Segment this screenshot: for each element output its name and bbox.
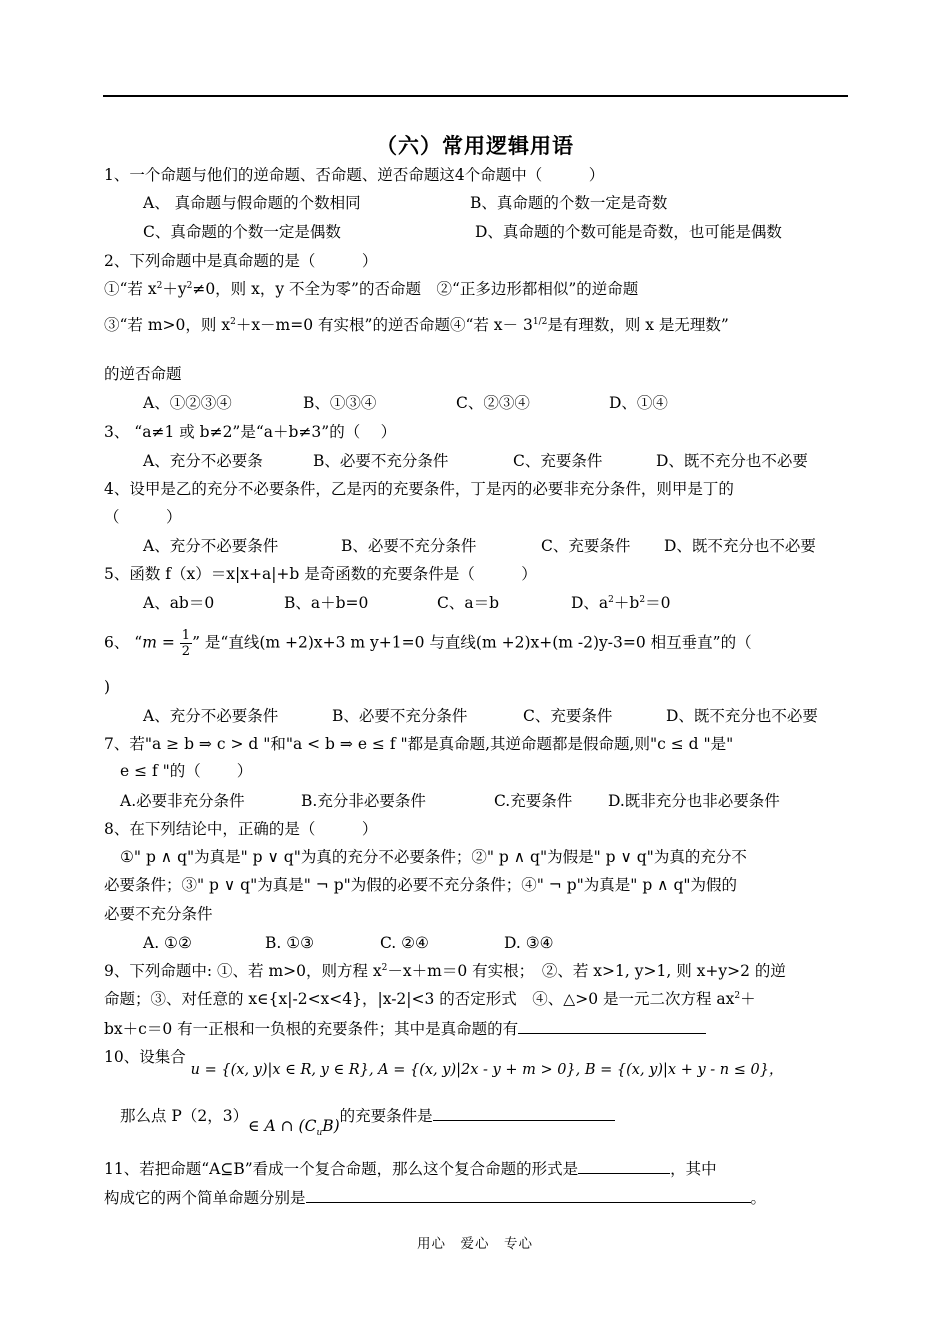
q10-line2: 那么点 P（2，3）∈ A ∩ $(C_uB)$的充要条件是 <box>120 1104 848 1127</box>
q7-line1: 7、若"a ≥ b ⇒ c > d "和"a < b ⇒ e ≤ f "都是真命题,其逆命题都是假命题,则"c ≤ d "是" <box>104 735 734 753</box>
q7-option-b: B.充分非必要条件 <box>301 792 426 810</box>
q3-options <box>143 450 848 472</box>
q7-option-d: D.既非充分也非必要条件 <box>608 792 780 810</box>
q5-option-d: D、$a^2+b^2=0$ <box>571 594 671 612</box>
q10-answer-blank[interactable] <box>433 1104 615 1121</box>
q3-option-b: B、必要不充分条件 <box>313 452 449 470</box>
q11-answer-blank-1[interactable] <box>578 1157 670 1174</box>
q4-option-a: A、充分不必要条件 <box>143 537 279 555</box>
q6-options <box>143 705 848 727</box>
q11-line1: 11、若把命题“A⊆B”看成一个复合命题，那么这个复合命题的形式是 ，其中 <box>104 1157 848 1180</box>
q7-option-c: C.充要条件 <box>494 792 573 810</box>
q3-option-d: D、既不充分也不必要 <box>656 452 808 470</box>
q6-option-a: A、充分不必要条件 <box>143 707 279 725</box>
q10-set-definitions: u = {(x, y)|x ∈ R, y ∈ R}, A = {(x, y)|2x - y + m > 0}, B = {(x, y)|x + y - n ≤ 0}， <box>190 1062 784 1078</box>
q7-option-a: A.必要非充分条件 <box>120 792 245 810</box>
q8-option-c: C. ②④ <box>380 934 429 952</box>
q4-options <box>143 535 848 557</box>
q10-condition-math: ∈ A ∩ $(C_uB)$ <box>248 1117 340 1139</box>
q6-stem: 6、 “m = $\frac{1}{2}$ ” 是“直线(m +2)x+3 m y+1=0 与直线(m +2)x+(m -2)y-3=0 相互垂直”的（ <box>104 628 752 659</box>
q4-stem: 4、设甲是乙的充分不必要条件，乙是丙的充要条件，丁是丙的必要非充分条件，则甲是丁的 <box>104 480 734 498</box>
q4-option-d: D、既不充分也不必要 <box>664 537 816 555</box>
q2-options <box>143 392 848 414</box>
q2-line1: ①“若 $x^2+y^2\ne 0$，则 x，y 不全为零”的否命题 ②“正多边形都相似”的逆命题 <box>104 280 639 298</box>
q11-line2: 构成它的两个简单命题分别是 。 <box>104 1186 848 1209</box>
q8-line1: ①" p ∧ q"为真是" p ∨ q"为真的充分不必要条件；②" p ∧ q"为假是" p ∨ q"为真的充分不 <box>120 848 747 866</box>
q11-answer-blank-2[interactable] <box>306 1186 751 1203</box>
page-footer: 用心 爱心 专心 <box>417 1236 533 1252</box>
q8-stem: 8、在下列结论中，正确的是（ ） <box>104 820 378 838</box>
q5-options <box>143 592 848 614</box>
q2-option-b: B、①③④ <box>303 394 377 412</box>
q1-options-row1 <box>143 192 848 214</box>
q2-option-a: A、①②③④ <box>143 394 232 412</box>
q5-stem: 5、函数 f（x）＝x|x+a|+b 是奇函数的充要条件是（ ） <box>104 565 537 583</box>
q3-option-a: A、充分不必要条 <box>143 452 263 470</box>
q10-line1: 10、设集合 u = {(x, y)|x ∈ R, y ∈ R}, A = {(x, y)|2x - y + m > 0}, B = {(x, y)|x + y - n ≤ 0}， <box>104 1048 784 1078</box>
q5-option-a: A、ab＝0 <box>143 594 215 612</box>
q8-line2: 必要条件；③" p ∨ q"为真是" ¬ p"为假的必要不充分条件；④" ¬ p"为真是" p ∧ q"为假的 <box>104 876 738 894</box>
q2-option-c: C、②③④ <box>456 394 530 412</box>
q8-option-d: D. ③④ <box>504 934 554 952</box>
q8-option-b: B. ①③ <box>265 934 315 952</box>
page-title: （六）常用逻辑用语 <box>376 134 574 158</box>
q7-options <box>120 790 848 812</box>
q4-option-b: B、必要不充分条件 <box>341 537 477 555</box>
q5-option-b: B、a＋b=0 <box>284 594 369 612</box>
q9-line3: bx＋c＝0 有一正根和一负根的充要条件；其中是真命题的有 <box>104 1017 848 1040</box>
q4-paren: （ ） <box>104 508 182 526</box>
q3-option-c: C、充要条件 <box>513 452 603 470</box>
q7-line2: e ≤ f "的（ ） <box>120 762 253 780</box>
q6-close: ) <box>104 678 111 696</box>
q2-line3: 的逆否命题 <box>104 365 182 383</box>
q1-option-a: A、 真命题与假命题的个数相同 <box>143 194 361 212</box>
q6-option-c: C、充要条件 <box>523 707 613 725</box>
q1-option-d: D、真命题的个数可能是奇数，也可能是偶数 <box>475 223 782 241</box>
q1-option-b: B、真命题的个数一定是奇数 <box>470 194 668 212</box>
q6-option-d: D、既不充分也不必要 <box>666 707 818 725</box>
q8-options <box>143 932 848 954</box>
q2-option-d: D、①④ <box>609 394 668 412</box>
q2-line2: ③“若 m>0，则 $x^2+x-m=0$ 有实根”的逆否命题④“若 $x- 3^{1/2}$是有理数，则 x 是无理数” <box>104 316 729 334</box>
q8-line3: 必要不充分条件 <box>104 905 213 923</box>
q9-line2: 命题；③、对任意的 x∈{x|-2<x<4}，|x-2|<3 的否定形式 ④、△>0 是一元二次方程 $ax^2+$ <box>104 990 756 1008</box>
q9-line1: 9、下列命题中: ①、若 m>0，则方程 $x^2-x+m=0$ 有实根； ②、若 x>1, y>1, 则 x+y>2 的逆 <box>104 962 786 980</box>
q9-answer-blank[interactable] <box>518 1017 706 1034</box>
q8-option-a: A. ①② <box>143 934 192 952</box>
header-rule <box>103 95 848 97</box>
q1-options-row2 <box>143 221 848 243</box>
q4-option-c: C、充要条件 <box>541 537 631 555</box>
q6-option-b: B、必要不充分条件 <box>332 707 468 725</box>
q1-option-c: C、真命题的个数一定是偶数 <box>143 223 341 241</box>
q2-stem: 2、下列命题中是真命题的是（ ） <box>104 252 378 270</box>
q6-fraction: $\frac{1}{2}$ <box>181 628 191 659</box>
q1-stem: 1、一个命题与他们的逆命题、否命题、逆否命题这4个命题中（ ） <box>104 166 605 184</box>
q5-option-c: C、a＝b <box>437 594 500 612</box>
q3-stem: 3、 “a≠1 或 b≠2”是“a＋b≠3”的（ ） <box>104 423 397 441</box>
